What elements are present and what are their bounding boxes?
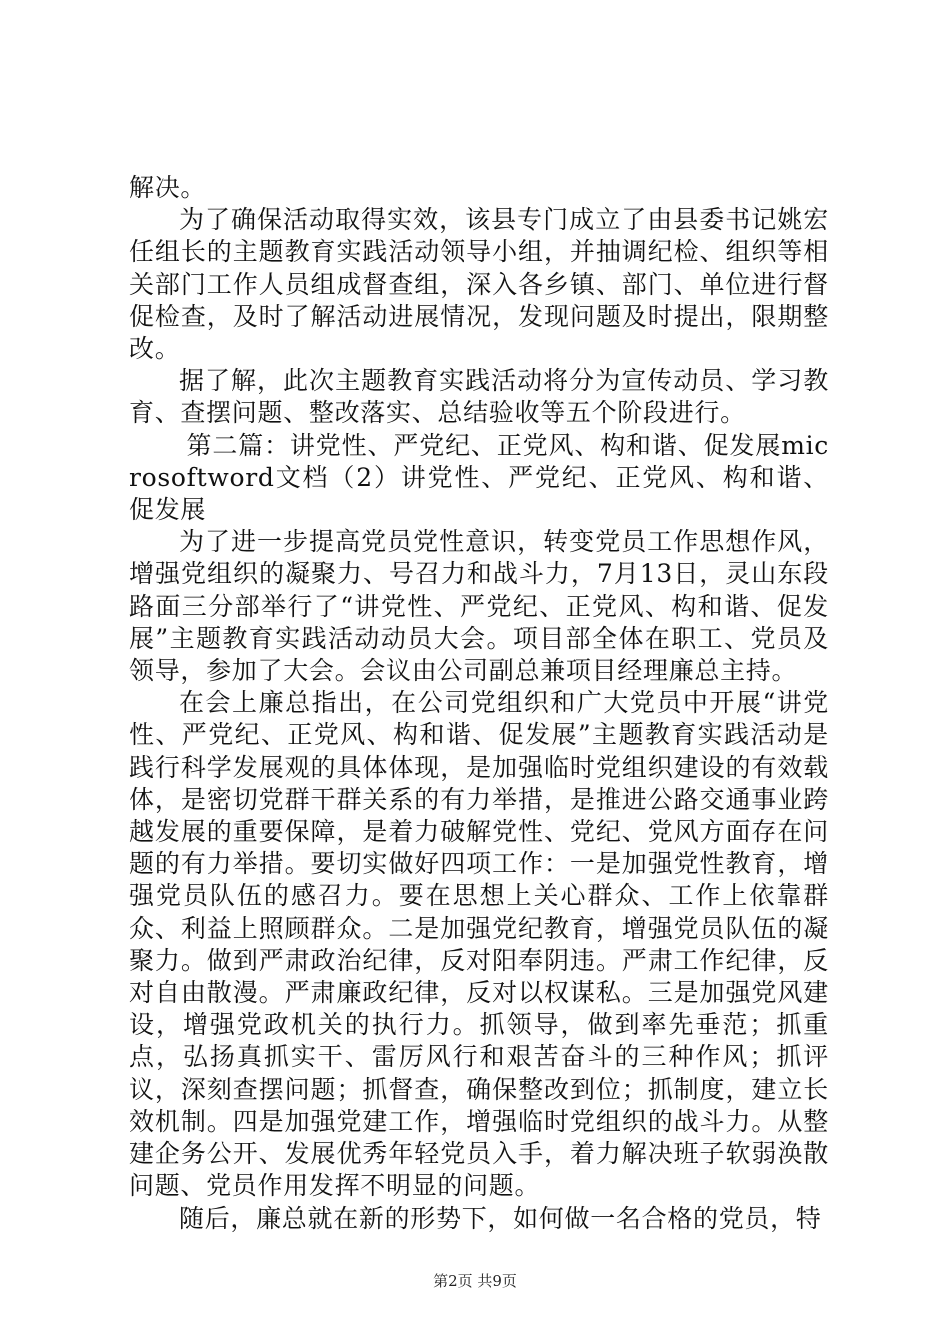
paragraph-following: 随后，廉总就在新的形势下，如何做一名合格的党员，特 <box>179 1203 822 1233</box>
document-body <box>129 172 829 1235</box>
paragraph-speech: 在会上廉总指出，在公司党组织和广大党员中开展“讲党性、严党纪、正党风、构和谐、促发展”主题教育实践活动是践行科学发展观的具体体现，是加强临时党组织建设的有效载体，是密切党群干群关系的有力举措，是推进公路交通事业跨越发展的重要保障，是着力破解党性、党纪、党风方面存在问题的有力举措。要切实做好四项工作：一是加强党性教育，增强党员队伍的感召力。要在思想上关心群众、工作上依靠群众、利益上照顾群众。二是加强党纪教育，增强党员队伍的凝聚力。做到严肃政治纪律，反对阳奉阴违。严肃工作纪律，反对自由散漫。严肃廉政纪律，反对以权谋私。三是加强党风建设，增强党政机关的执行力。抓领导，做到率先垂范；抓重点，弘扬真抓实干、雷厉风行和艰苦奋斗的三种作风；抓评议，深刻查摆问题；抓督查，确保整改到位；抓制度，建立长效机制。四是加强党建工作，增强临时党组织的战斗力。从整建企务公开、发展优秀年轻党员入手，着力解决班子软弱涣散问题、党员作用发挥不明显的问题。 <box>129 688 829 1201</box>
page-footer: 第2页 共9页 <box>433 1272 517 1290</box>
paragraph-continuation: 解决。 <box>129 173 207 202</box>
paragraph-stages: 据了解，此次主题教育实践活动将分为宣传动员、学习教育、查摆问题、整改落实、总结验收等五个阶段进行。 <box>129 366 829 428</box>
section-heading: 第二篇：讲党性、严党纪、正党风、构和谐、促发展microsoftword文档（2）讲党性、严党纪、正党风、构和谐、促发展 <box>129 430 829 525</box>
paragraph-mobilization-meeting: 为了进一步提高党员党性意识，转变党员工作思想作风，增强党组织的凝聚力、号召力和战斗力，7月13日，灵山东段路面三分部举行了“讲党性、严党纪、正党风、构和谐、促发展”主题教育实践活动动员大会。项目部全体在职工、党员及领导，参加了大会。会议由公司副总兼项目经理廉总主持。 <box>129 527 829 686</box>
paragraph-supervision: 为了确保活动取得实效，该县专门成立了由县委书记姚宏任组长的主题教育实践活动领导小组，并抽调纪检、组织等相关部门工作人员组成督查组，深入各乡镇、部门、单位进行督促检查，及时了解活动进展情况，发现问题及时提出，限期整改。 <box>129 205 829 364</box>
